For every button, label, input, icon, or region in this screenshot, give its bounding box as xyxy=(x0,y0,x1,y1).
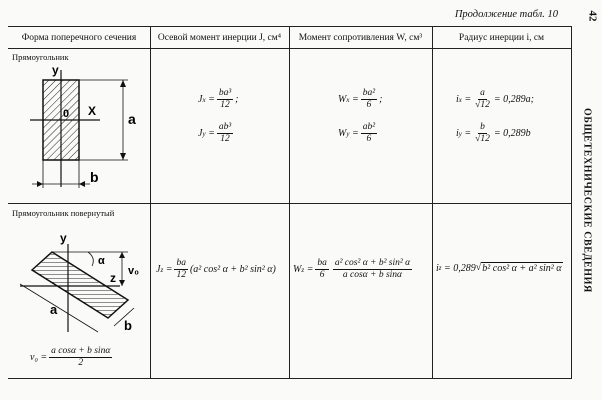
fig1-label-x: X xyxy=(88,104,97,118)
formula-v0: v₀ = $\frac{\text{a cosα + b sinα}}{2}$ xyxy=(30,346,111,368)
column-divider-2 xyxy=(289,26,290,378)
formula-jy: J y = $\frac{\text{ab³}}{12}$ xyxy=(198,122,232,144)
rotated-rectangle-section-figure xyxy=(10,222,150,340)
table-bottom-rule xyxy=(8,378,572,379)
fig1-label-origin: 0 xyxy=(63,108,70,120)
formula-ix: i x = $\frac{a}{√12}$ = 0,289a; xyxy=(456,88,534,110)
column-header-inertia: Осевой момент инерции J, см⁴ xyxy=(157,33,282,43)
fig2-label-z: z xyxy=(110,271,116,285)
table-header-rule xyxy=(8,48,572,49)
rotated-rectangle-shape xyxy=(32,252,128,318)
side-running-title xyxy=(577,30,597,370)
table-continuation-caption: Продолжение табл. 10 xyxy=(454,9,558,20)
formula-wx: W x = $\frac{\text{ba²}}{6}$ ; xyxy=(338,88,383,110)
formula-iz: i z = 0,289 √ b² cos² α + a² sin² α xyxy=(436,262,562,274)
formula-wz: W z = $\frac{ba}{6}$ $\frac{\text{a² cos² α + b² sin² α}}{\text{a cosα + b sinα}}$ xyxy=(293,258,411,280)
formula-wy: W y = $\frac{\text{ab²}}{6}$ xyxy=(338,122,376,144)
rectangle-section-figure xyxy=(10,62,150,200)
fig2-label-v0: v₀ xyxy=(128,265,140,277)
fig2-label-alpha: α xyxy=(98,255,105,267)
column-header-radius: Радиус инерции i, см xyxy=(458,33,545,43)
fig1-label-a: a xyxy=(128,111,136,127)
shape-label-rotated-rectangle: Прямоугольник повернутый xyxy=(12,208,115,218)
column-header-shape: Форма поперечного сечения xyxy=(21,33,137,43)
fig2-label-y: y xyxy=(60,231,67,245)
angle-alpha-arc xyxy=(88,252,93,266)
table-right-border xyxy=(571,26,572,378)
fig1-label-b: b xyxy=(90,169,99,185)
shape-label-rectangle: Прямоугольник xyxy=(12,52,69,62)
formula-jx: J x = $\frac{\text{ba³}}{12}$ ; xyxy=(198,88,239,110)
formula-jz: J z = $\frac{ba}{12}$ (a² cos² α + b² sin² α) xyxy=(156,258,276,280)
column-divider-1 xyxy=(150,26,151,378)
fig1-label-y: y xyxy=(52,63,59,77)
table-row-divider xyxy=(8,203,572,204)
fig2-label-b: b xyxy=(124,318,132,333)
column-divider-3 xyxy=(432,26,433,378)
formula-iy: i y = $\frac{b}{√12}$ = 0,289b xyxy=(456,122,531,144)
fig2-label-a: a xyxy=(50,302,58,317)
column-header-modulus: Момент сопротивления W, см³ xyxy=(298,33,423,43)
table-top-rule xyxy=(8,26,572,27)
side-running-title-text: ОБЩЕТЕХНИЧЕСКИЕ СВЕДЕНИЯ xyxy=(581,107,593,293)
page-number: 42 xyxy=(586,10,599,22)
